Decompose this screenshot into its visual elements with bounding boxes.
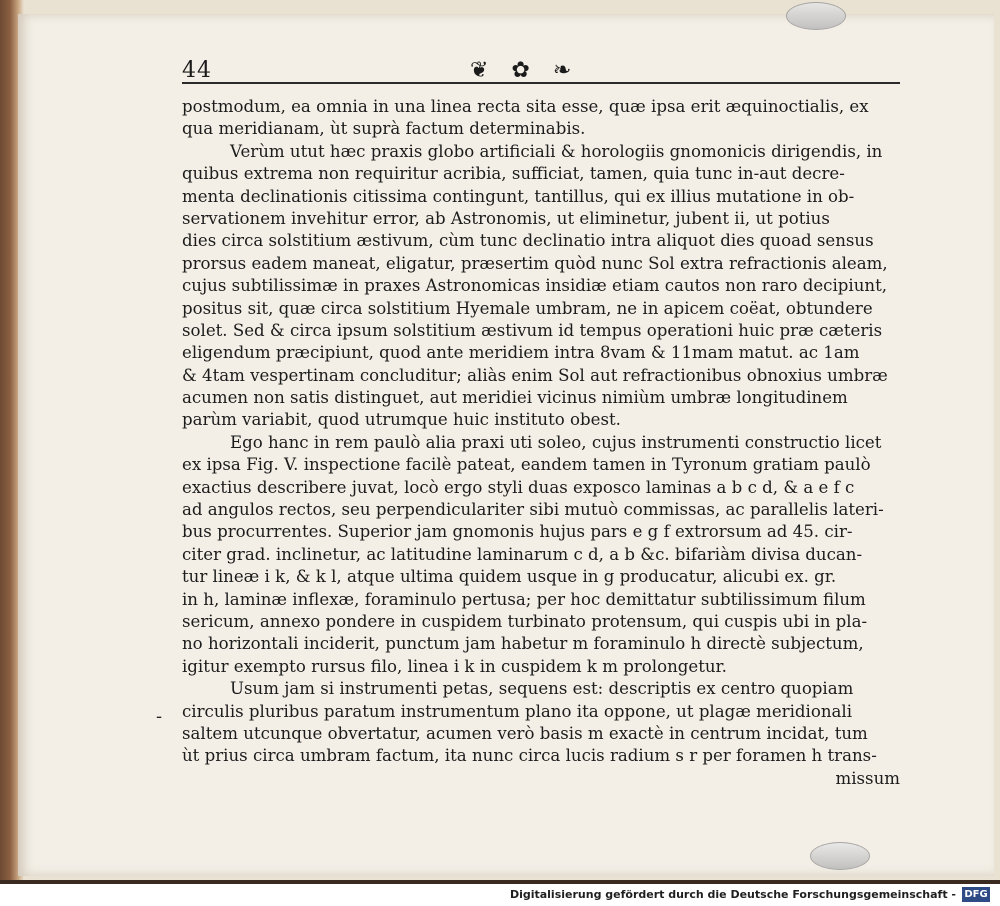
text-line: tur lineæ i k, & k l, atque ultima quidem usque in g producatur, alicubi ex. gr. <box>182 567 837 587</box>
header-ornament: ❦ ✿ ❧ <box>470 58 580 83</box>
catchword: missum <box>835 768 900 788</box>
text-line: qua meridianam, ùt suprà factum determinabis. <box>182 119 586 139</box>
text-line: parùm variabit, quod utrumque huic instituto obest. <box>182 410 621 430</box>
page-number: 44 <box>182 58 212 83</box>
text-line: sericum, annexo pondere in cuspidem turbinato protensum, qui cuspis ubi in pla- <box>182 611 868 631</box>
body-text <box>182 96 900 790</box>
text-line: ad angulos rectos, seu perpendiculariter sibi mutuò commissas, ac parallelis lateri- <box>182 500 884 520</box>
text-line: in h, laminæ inflexæ, foraminulo pertusa; per hoc demittatur subtilissimum filum <box>182 589 866 609</box>
paragraph-start-line: Ego hanc in rem paulò alia praxi uti soleo, cujus instrumenti constructio licet <box>230 432 882 452</box>
header-rule <box>182 82 900 84</box>
text-line: eligendum præcipiunt, quod ante meridiem intra 8vam & 11mam matut. ac 1am <box>182 343 860 363</box>
text-line: quibus extrema non requiritur acribia, sufficiat, tamen, quia tunc in-aut decre- <box>182 164 845 184</box>
page-clip-top <box>786 2 846 30</box>
page-clip-bottom <box>810 842 870 870</box>
text-line: menta declinationis citissima contingunt, tantillus, qui ex illius mutatione in ob- <box>182 186 855 206</box>
text-line: dies circa solstitium æstivum, cùm tunc declinatio intra aliquot dies quoad sensus <box>182 231 874 251</box>
digitization-footer <box>0 884 1000 906</box>
text-line: prorsus eadem maneat, eligatur, præsertim quòd nunc Sol extra refractionis aleam, <box>182 253 888 273</box>
text-line: circulis pluribus paratum instrumentum plano ita oppone, ut plagæ meridionali <box>182 701 853 721</box>
text-line: solet. Sed & circa ipsum solstitium æstivum id tempus operationi huic præ cæteris <box>182 320 883 340</box>
text-line: ex ipsa Fig. V. inspectione facilè pateat, eandem tamen in Tyronum gratiam paulò <box>182 455 871 475</box>
text-line: ùt prius circa umbram factum, ita nunc circa lucis radium s r per foramen h trans- <box>182 746 877 766</box>
paragraph-start-line: Verùm utut hæc praxis globo artificiali & horologiis gnomonicis dirigendis, in <box>230 141 883 161</box>
text-line: positus sit, quæ circa solstitium Hyemale umbram, ne in apicem coëat, obtundere <box>182 298 873 318</box>
text-line: cujus subtilissimæ in praxes Astronomicas insidiæ etiam cautos non raro decipiunt, <box>182 276 888 296</box>
text-line: saltem utcunque obvertatur, acumen verò basis m exactè in centrum incidat, tum <box>182 723 868 743</box>
dfg-logo-icon: DFG <box>962 887 990 902</box>
page-header <box>182 58 900 86</box>
text-line: acumen non satis distinguet, aut meridiei vicinus nimiùm umbræ longitudinem <box>182 388 848 408</box>
text-line: exactius describere juvat, locò ergo styli duas exposco laminas a b c d, & a e f c <box>182 477 855 497</box>
text-line: postmodum, ea omnia in una linea recta sita esse, quæ ipsa erit æquinoctialis, ex <box>182 97 869 116</box>
paragraph-start-line: Usum jam si instrumenti petas, sequens est: descriptis ex centro quopiam <box>230 679 854 699</box>
text-line: citer grad. inclinetur, ac latitudine laminarum c d, a b &c. bifariàm divisa ducan- <box>182 544 863 564</box>
margin-mark: - <box>156 706 163 727</box>
text-line: servationem invehitur error, ab Astronomis, ut eliminetur, jubent ii, ut potius <box>182 208 830 228</box>
text-line: no horizontali inciderit, punctum jam habetur m foraminulo h directè subjectum, <box>182 634 864 654</box>
footer-credit: Digitalisierung gefördert durch die Deutsche Forschungsgemeinschaft - <box>509 888 956 901</box>
text-line: & 4tam vespertinam concluditur; aliàs enim Sol aut refractionibus obnoxius umbræ <box>182 365 888 385</box>
text-line: igitur exempto rursus filo, linea i k in cuspidem k m prolongetur. <box>182 656 727 676</box>
text-line: bus procurrentes. Superior jam gnomonis hujus pars e g f extrorsum ad 45. cir- <box>182 522 853 542</box>
